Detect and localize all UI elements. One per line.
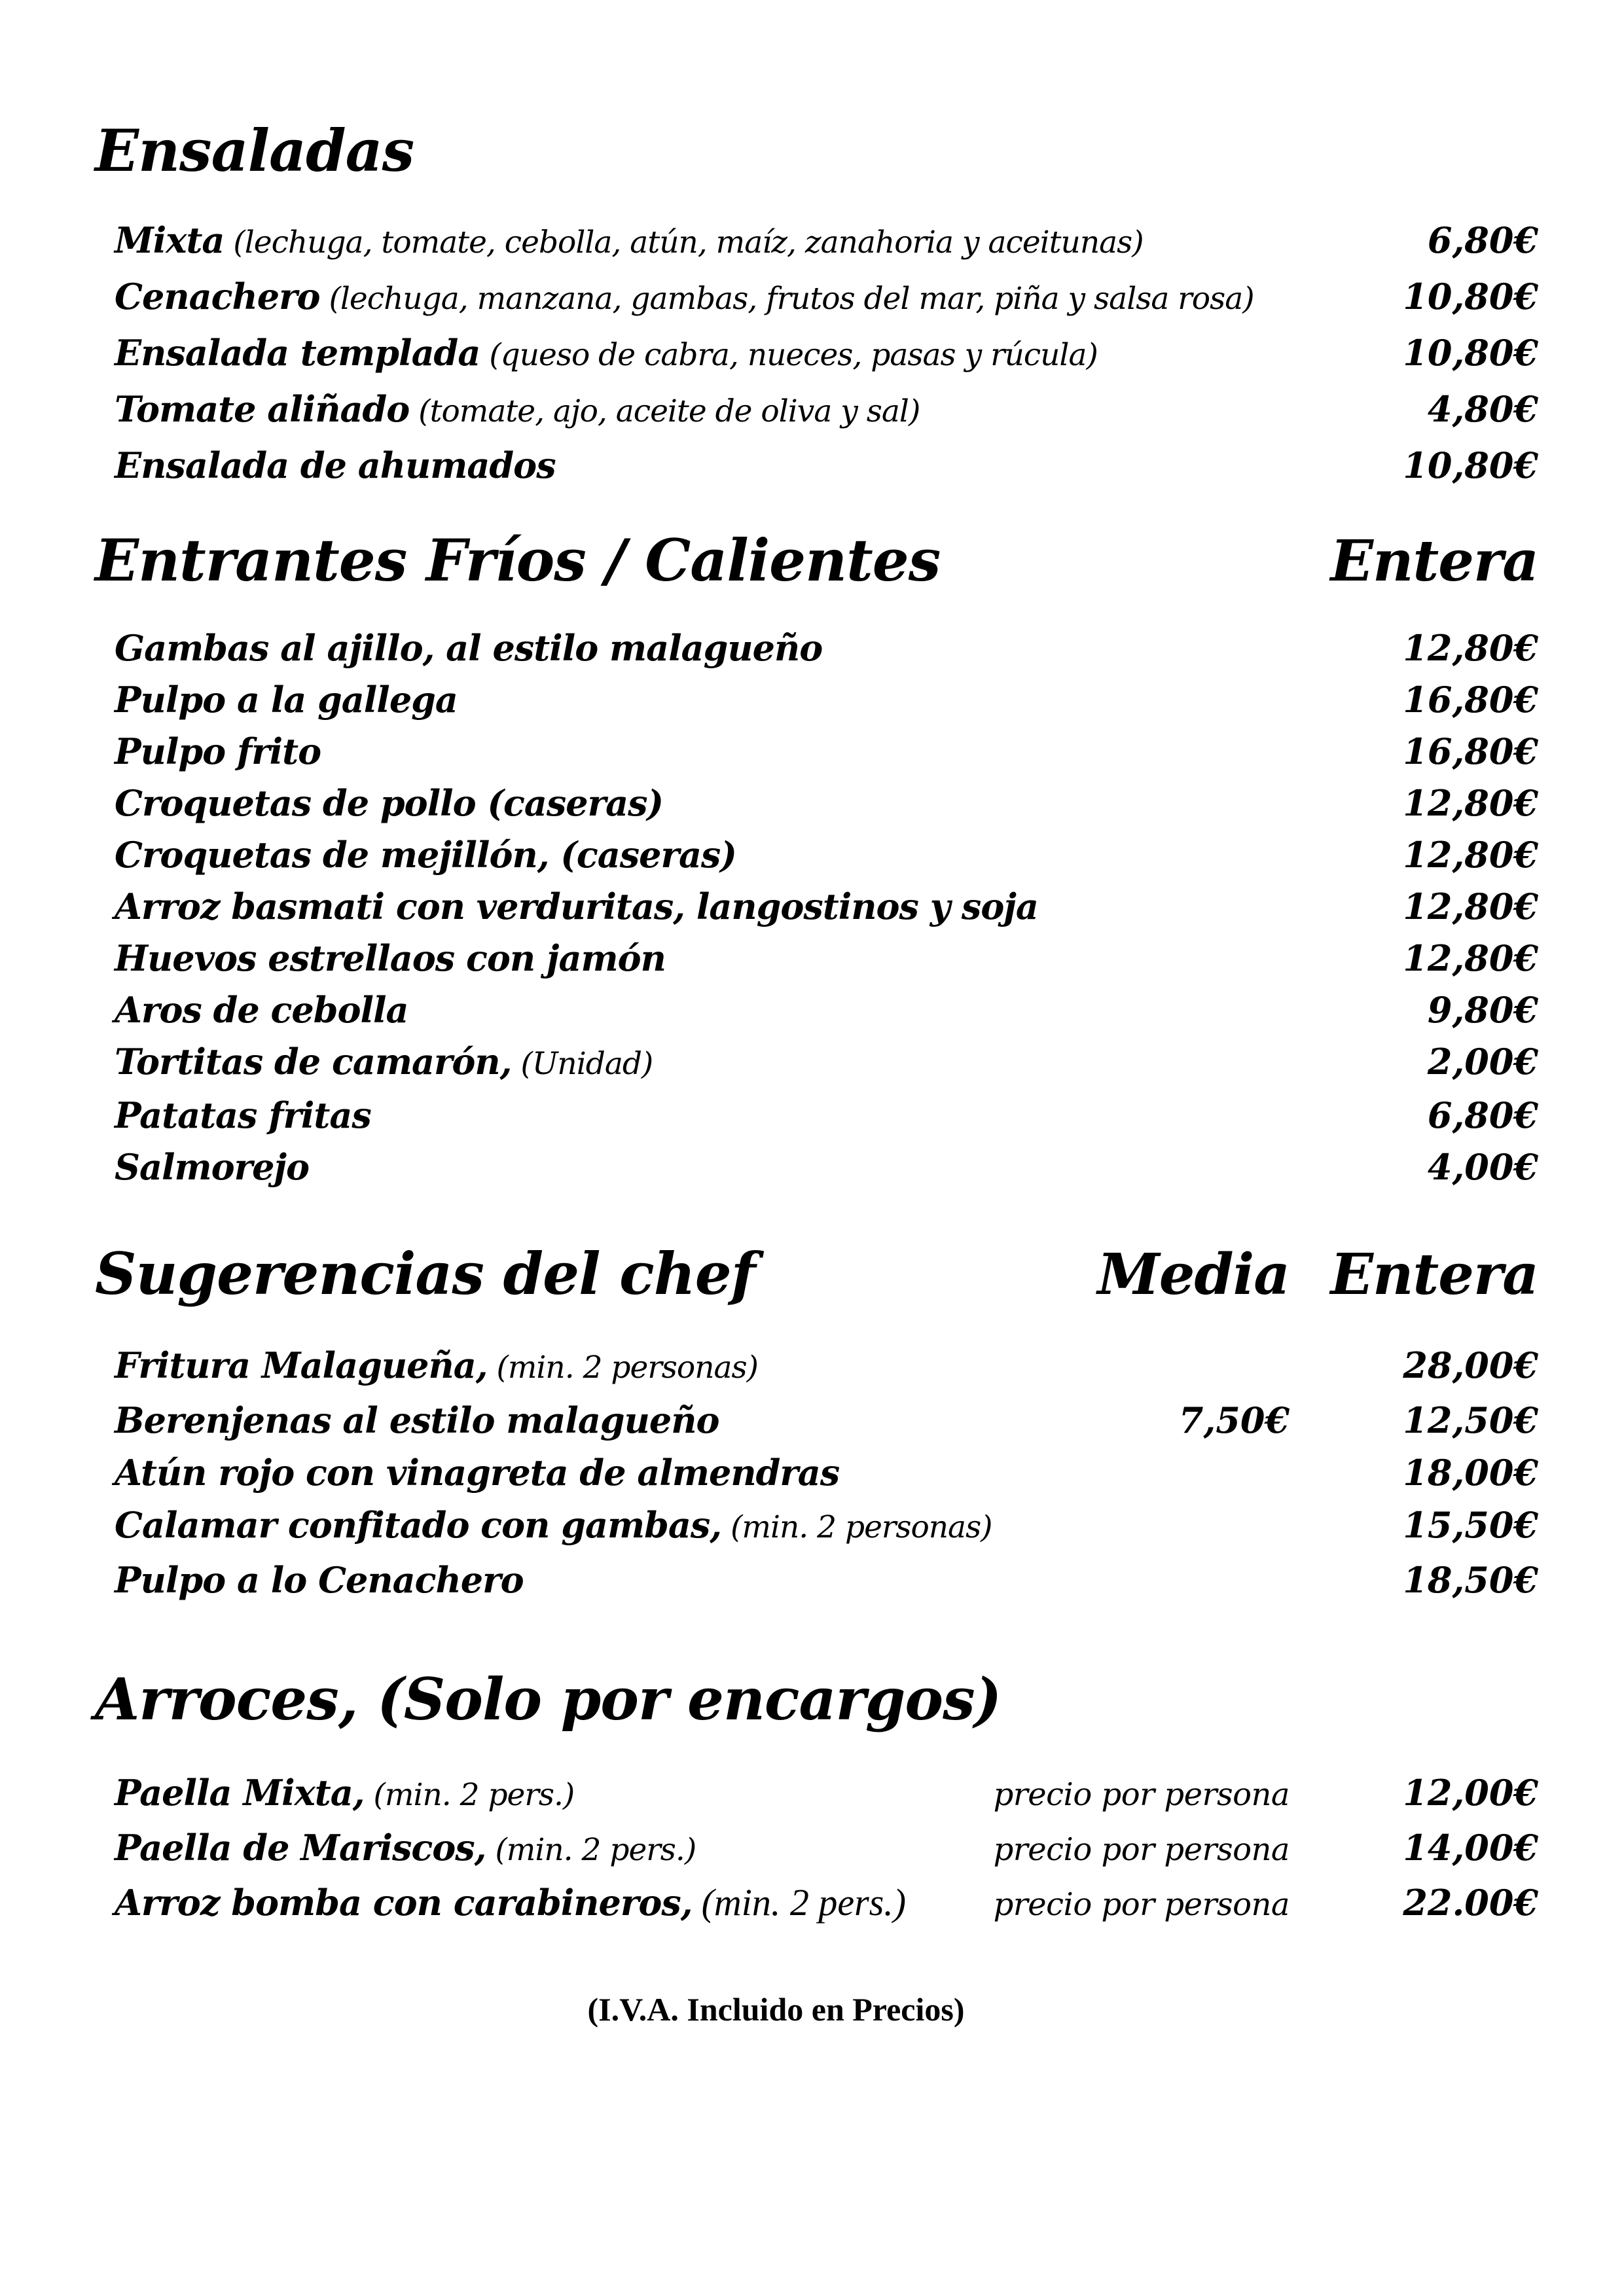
item-price-entera: 22.00€ [1403, 1882, 1538, 1924]
menu-item-row [115, 726, 1538, 778]
item-name-cell [115, 829, 1290, 881]
item-description: (min. 2 pers.) [495, 1832, 696, 1868]
section-items [0, 213, 1624, 492]
item-name-cell [115, 1036, 1290, 1090]
item-name: Mixta [115, 219, 225, 261]
section-title-arroces: Arroces, (Solo por encargos) [95, 1665, 1001, 1733]
section-arroces [0, 1660, 1624, 1931]
item-price-entera: 12,80€ [1403, 886, 1538, 927]
section-title-entrantes: Entrantes Fríos / Calientes [95, 526, 941, 594]
item-price-entera: 12,80€ [1403, 937, 1538, 979]
item-name: Arroz basmati con verduritas, langostinos y soja [115, 886, 1038, 927]
item-price-entera: 2,00€ [1427, 1041, 1538, 1083]
item-name-cell [115, 1499, 1290, 1554]
item-price-entera: 16,80€ [1403, 679, 1538, 721]
item-name-cell [115, 1821, 994, 1876]
item-name: Salmorejo [115, 1146, 310, 1188]
menu-item-row [115, 829, 1538, 881]
item-name-cell [115, 326, 1290, 382]
item-name: Cenachero [115, 276, 320, 317]
item-description: (min. 2 pers.) [373, 1777, 575, 1813]
item-name-cell [115, 622, 1290, 674]
menu-item-row [115, 933, 1538, 984]
item-description: (min. 2 pers.) [701, 1881, 907, 1924]
section-items [0, 1767, 1624, 1931]
menu-item-row [115, 1036, 1538, 1090]
item-name-cell [115, 984, 1290, 1036]
item-price-note: precio por persona [993, 1886, 1290, 1923]
menu-item-row [115, 213, 1538, 270]
menu-item-row [115, 270, 1538, 326]
item-price-entera: 28,00€ [1403, 1344, 1538, 1386]
item-price-entera: 4,80€ [1427, 388, 1538, 430]
menu-item-row [115, 1821, 1538, 1876]
item-name: Ensalada templada [115, 332, 480, 374]
item-name: Arroz bomba con carabineros, [115, 1882, 693, 1924]
section-header-row [95, 521, 1538, 601]
item-name: Berenjenas al estilo malagueño [115, 1399, 719, 1441]
section-sugerencias [0, 1234, 1624, 1606]
item-name-cell [115, 1554, 1290, 1606]
item-name: Tortitas de camarón, [115, 1041, 512, 1083]
section-entrantes [0, 521, 1624, 1193]
item-price-entera: 12,00€ [1403, 1772, 1538, 1814]
menu-item-row [115, 326, 1538, 382]
item-price-note: precio por persona [993, 1831, 1290, 1868]
item-name-cell [115, 933, 1290, 984]
item-name-cell [115, 1876, 994, 1929]
section-header-row [95, 111, 1538, 190]
menu-item-row [115, 382, 1538, 439]
section-title-ensaladas: Ensaladas [95, 117, 414, 185]
item-name: Aros de cebolla [115, 989, 408, 1031]
item-name-cell [115, 270, 1290, 326]
item-name-cell [115, 213, 1290, 270]
item-price-entera: 16,80€ [1403, 730, 1538, 772]
item-description: (tomate, ajo, aceite de oliva y sal) [418, 393, 920, 429]
item-description: (lechuga, manzana, gambas, frutos del mar, piña y salsa rosa) [329, 281, 1254, 317]
menu-item-row [115, 1446, 1538, 1499]
item-price-entera: 10,80€ [1403, 444, 1538, 486]
item-name: Croquetas de pollo (caseras) [115, 782, 664, 824]
menu-item-row [115, 622, 1538, 674]
item-name-cell [115, 1767, 994, 1821]
item-name-cell [115, 1090, 1290, 1141]
item-description: (min. 2 personas) [731, 1509, 992, 1545]
item-name: Tomate aliñado [115, 388, 410, 430]
item-name-cell [115, 778, 1290, 829]
menu-item-row [115, 778, 1538, 829]
item-price-entera: 9,80€ [1427, 989, 1538, 1031]
item-price-entera: 14,00€ [1403, 1827, 1538, 1869]
item-price-note: precio por persona [993, 1776, 1290, 1813]
menu-item-row [115, 1090, 1538, 1141]
section-items [0, 622, 1624, 1193]
menu-item-row [115, 1554, 1538, 1606]
item-name: Paella de Mariscos, [115, 1827, 486, 1869]
iva-note: (I.V.A. Incluido en Precios) [587, 1991, 965, 2028]
item-name: Pulpo frito [115, 730, 321, 772]
item-name-cell [115, 726, 1290, 778]
item-name: Paella Mixta, [115, 1772, 365, 1814]
item-price-entera: 12,80€ [1403, 627, 1538, 669]
menu-item-row [115, 984, 1538, 1036]
item-name: Patatas fritas [115, 1094, 371, 1136]
item-name: Pulpo a la gallega [115, 679, 458, 721]
item-name-cell [115, 1141, 1290, 1193]
menu-item-row [115, 881, 1538, 933]
menu-item-row [115, 674, 1538, 726]
column-header-entera: Entera [1330, 528, 1538, 594]
section-items [0, 1339, 1624, 1606]
item-price-entera: 12,50€ [1403, 1399, 1538, 1441]
item-name-cell [115, 674, 1290, 726]
item-name: Huevos estrellaos con jamón [115, 937, 666, 979]
item-price-entera: 10,80€ [1403, 276, 1538, 317]
item-name-cell [115, 1394, 1179, 1446]
item-name: Gambas al ajillo, al estilo malagueño [115, 627, 823, 669]
menu-item-row [115, 1141, 1538, 1193]
section-ensaladas [0, 111, 1624, 492]
section-title-sugerencias: Sugerencias del chef [95, 1240, 755, 1308]
item-name-cell [115, 382, 1290, 439]
menu-item-row [115, 1499, 1538, 1554]
item-price-entera: 10,80€ [1403, 332, 1538, 374]
item-name: Pulpo a lo Cenachero [115, 1559, 524, 1601]
section-header-row [95, 1660, 1538, 1738]
item-description: (queso de cabra, nueces, pasas y rúcula) [489, 337, 1098, 373]
column-header-media: Media [1097, 1242, 1290, 1308]
item-price-entera: 6,80€ [1427, 219, 1538, 261]
menu-item-row [115, 1876, 1538, 1931]
item-price-entera: 15,50€ [1403, 1504, 1538, 1546]
item-name-cell [115, 439, 1290, 492]
item-price-entera: 18,00€ [1403, 1452, 1538, 1494]
menu-item-row [115, 1394, 1538, 1446]
item-description: (Unidad) [520, 1046, 653, 1082]
item-price-entera: 4,00€ [1427, 1146, 1538, 1188]
item-name: Croquetas de mejillón, (caseras) [115, 834, 736, 876]
item-price-entera: 6,80€ [1427, 1094, 1538, 1136]
item-price-entera: 18,50€ [1403, 1559, 1538, 1601]
item-price-media: 7,50€ [1178, 1399, 1290, 1441]
item-name: Fritura Malagueña, [115, 1344, 488, 1386]
item-price-entera: 12,80€ [1403, 834, 1538, 876]
item-name: Atún rojo con vinagreta de almendras [115, 1452, 840, 1494]
item-name-cell [115, 881, 1290, 933]
item-name-cell [115, 1339, 1290, 1394]
item-name-cell [115, 1446, 1290, 1499]
item-description: (lechuga, tomate, cebolla, atún, maíz, zanahoria y aceitunas) [233, 224, 1144, 260]
column-header-entera: Entera [1330, 1242, 1538, 1308]
item-name: Calamar confitado con gambas, [115, 1504, 722, 1546]
section-header-row [95, 1234, 1538, 1314]
menu-item-row [115, 1767, 1538, 1821]
menu-item-row [115, 1339, 1538, 1394]
item-description: (min. 2 personas) [496, 1350, 758, 1386]
menu-item-row [115, 439, 1538, 492]
item-price-entera: 12,80€ [1403, 782, 1538, 824]
item-name: Ensalada de ahumados [115, 444, 556, 486]
